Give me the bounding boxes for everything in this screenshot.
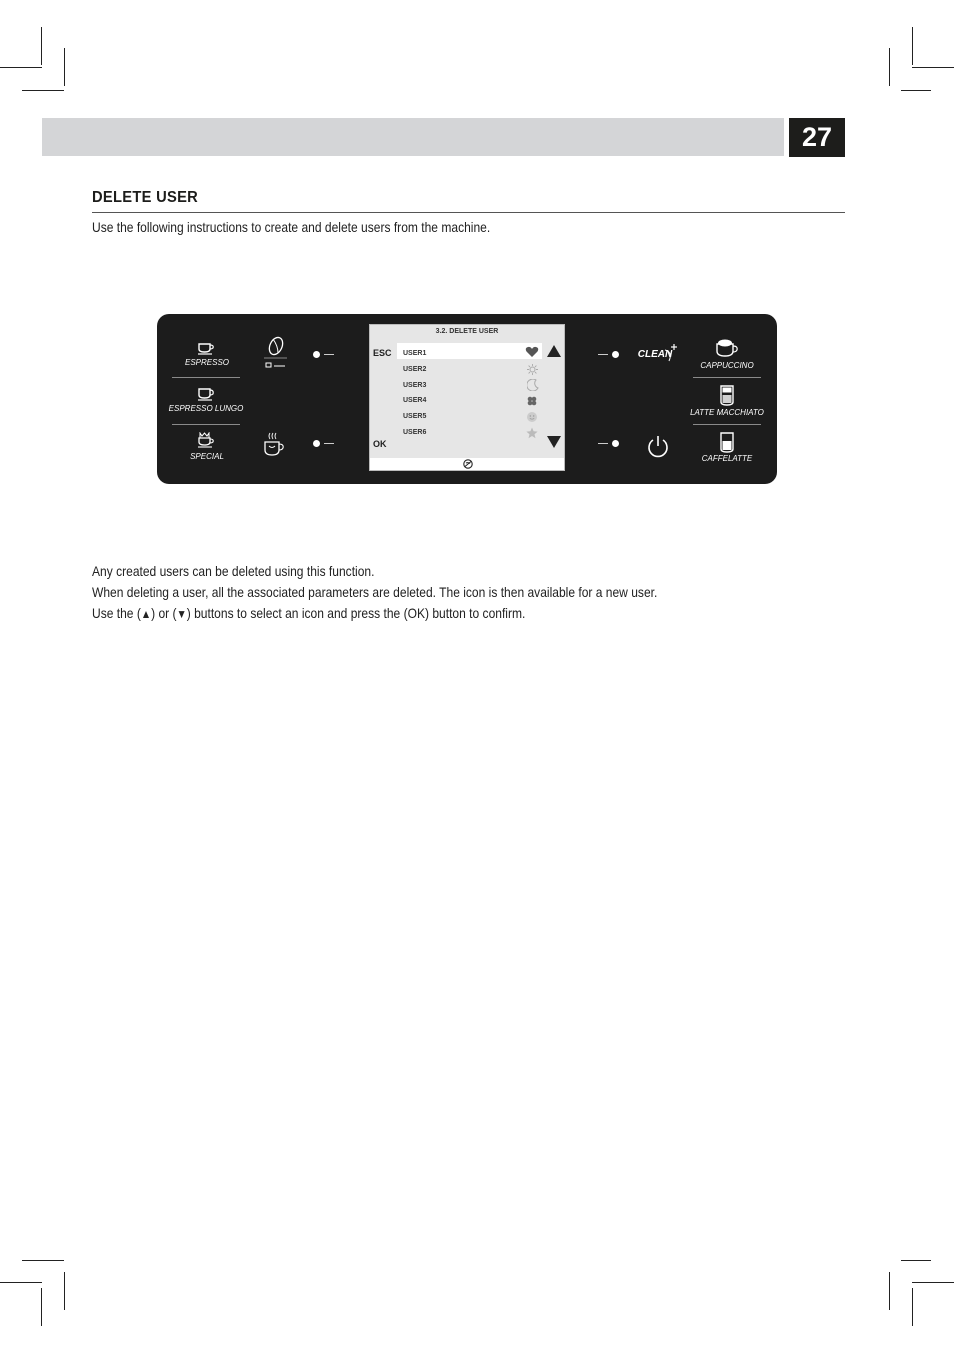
crop-mark: [22, 1260, 64, 1261]
espresso-label: ESPRESSO: [184, 358, 229, 367]
divider: [172, 424, 240, 425]
crop-mark: [889, 48, 890, 86]
crop-mark: [912, 1288, 913, 1326]
led-dash: [324, 354, 334, 355]
brand-logo-icon: [463, 459, 473, 469]
crop-mark: [912, 1282, 954, 1283]
clean-label: CLEAN: [637, 349, 673, 360]
section-divider: [92, 212, 845, 213]
body-line-3-part-b: ) or (: [151, 605, 177, 621]
esc-button[interactable]: ESC: [373, 348, 392, 358]
down-triangle-icon: ▼: [176, 607, 187, 621]
crop-mark: [912, 27, 913, 65]
body-line-3-part-c: ) buttons to select an icon and press the (OK) button to confirm.: [186, 605, 526, 621]
led-indicator: [313, 440, 320, 447]
up-triangle-icon: ▲: [140, 607, 152, 621]
led-dash: [598, 443, 608, 444]
display-footer: [370, 458, 564, 470]
arrow-up-icon[interactable]: [546, 344, 562, 358]
body-line-3-part-a: Use the (: [92, 605, 141, 621]
section-title: DELETE USER: [92, 189, 199, 206]
special-cup-icon: [197, 432, 215, 448]
caffelatte-label: CAFFELATTE: [701, 454, 753, 463]
crop-mark: [912, 67, 954, 68]
coffee-bean-aroma-icon: [263, 336, 289, 370]
crop-mark: [0, 1282, 42, 1283]
cappuccino-label: CAPPUCCINO: [700, 361, 754, 370]
led-indicator: [612, 351, 619, 358]
header-band: [42, 118, 784, 156]
user-row-5[interactable]: USER5: [403, 413, 427, 420]
ok-button[interactable]: OK: [373, 439, 387, 449]
power-icon: [646, 434, 670, 458]
user-row-2[interactable]: USER2: [403, 366, 427, 373]
user-row-4[interactable]: USER4: [403, 397, 427, 404]
crop-mark: [64, 48, 65, 86]
crop-mark: [889, 1272, 890, 1310]
led-indicator: [313, 351, 320, 358]
arrow-down-icon[interactable]: [546, 435, 562, 449]
user-row-6[interactable]: USER6: [403, 429, 427, 436]
body-line-3: [92, 605, 525, 621]
moon-icon: [527, 379, 539, 391]
heart-icon: [525, 346, 539, 358]
divider: [172, 377, 240, 378]
crop-mark: [901, 1260, 931, 1261]
led-dash: [598, 354, 608, 355]
divider: [693, 377, 761, 378]
caffelatte-glass-icon: [719, 431, 735, 453]
display-screen: [369, 324, 565, 471]
sun-icon: [527, 364, 538, 375]
espresso-lungo-label: ESPRESSO LUNGO: [168, 404, 244, 413]
user-row-1[interactable]: USER1: [403, 350, 427, 357]
latte-macchiato-label: LATTE MACCHIATO: [690, 408, 764, 417]
crop-mark: [41, 27, 42, 65]
body-line-1: Any created users can be deleted using this function.: [92, 563, 375, 579]
latte-glass-icon: [719, 384, 735, 406]
intro-text: Use the following instructions to create and delete users from the machine.: [92, 219, 491, 235]
crop-mark: [0, 67, 42, 68]
crop-mark: [901, 90, 931, 91]
espresso-cup-icon: [197, 340, 215, 355]
body-line-2: When deleting a user, all the associated parameters are deleted. The icon is then available for a new user.: [92, 584, 658, 600]
special-label: SPECIAL: [190, 452, 224, 461]
led-indicator: [612, 440, 619, 447]
clean-plus-icon: [661, 342, 677, 364]
display-title: 3.2. DELETE USER: [435, 328, 499, 335]
divider: [693, 424, 761, 425]
crop-mark: [22, 90, 64, 91]
cappuccino-cup-icon: [715, 338, 739, 358]
led-dash: [324, 443, 334, 444]
hot-water-cup-icon: [263, 432, 287, 458]
page-number: 27: [789, 118, 845, 157]
clover-icon: [526, 395, 538, 407]
star-icon: [526, 427, 538, 439]
crop-mark: [64, 1272, 65, 1310]
crop-mark: [41, 1288, 42, 1326]
user-row-3[interactable]: USER3: [403, 382, 427, 389]
lungo-cup-icon: [197, 386, 215, 401]
smiley-icon: [526, 411, 538, 423]
